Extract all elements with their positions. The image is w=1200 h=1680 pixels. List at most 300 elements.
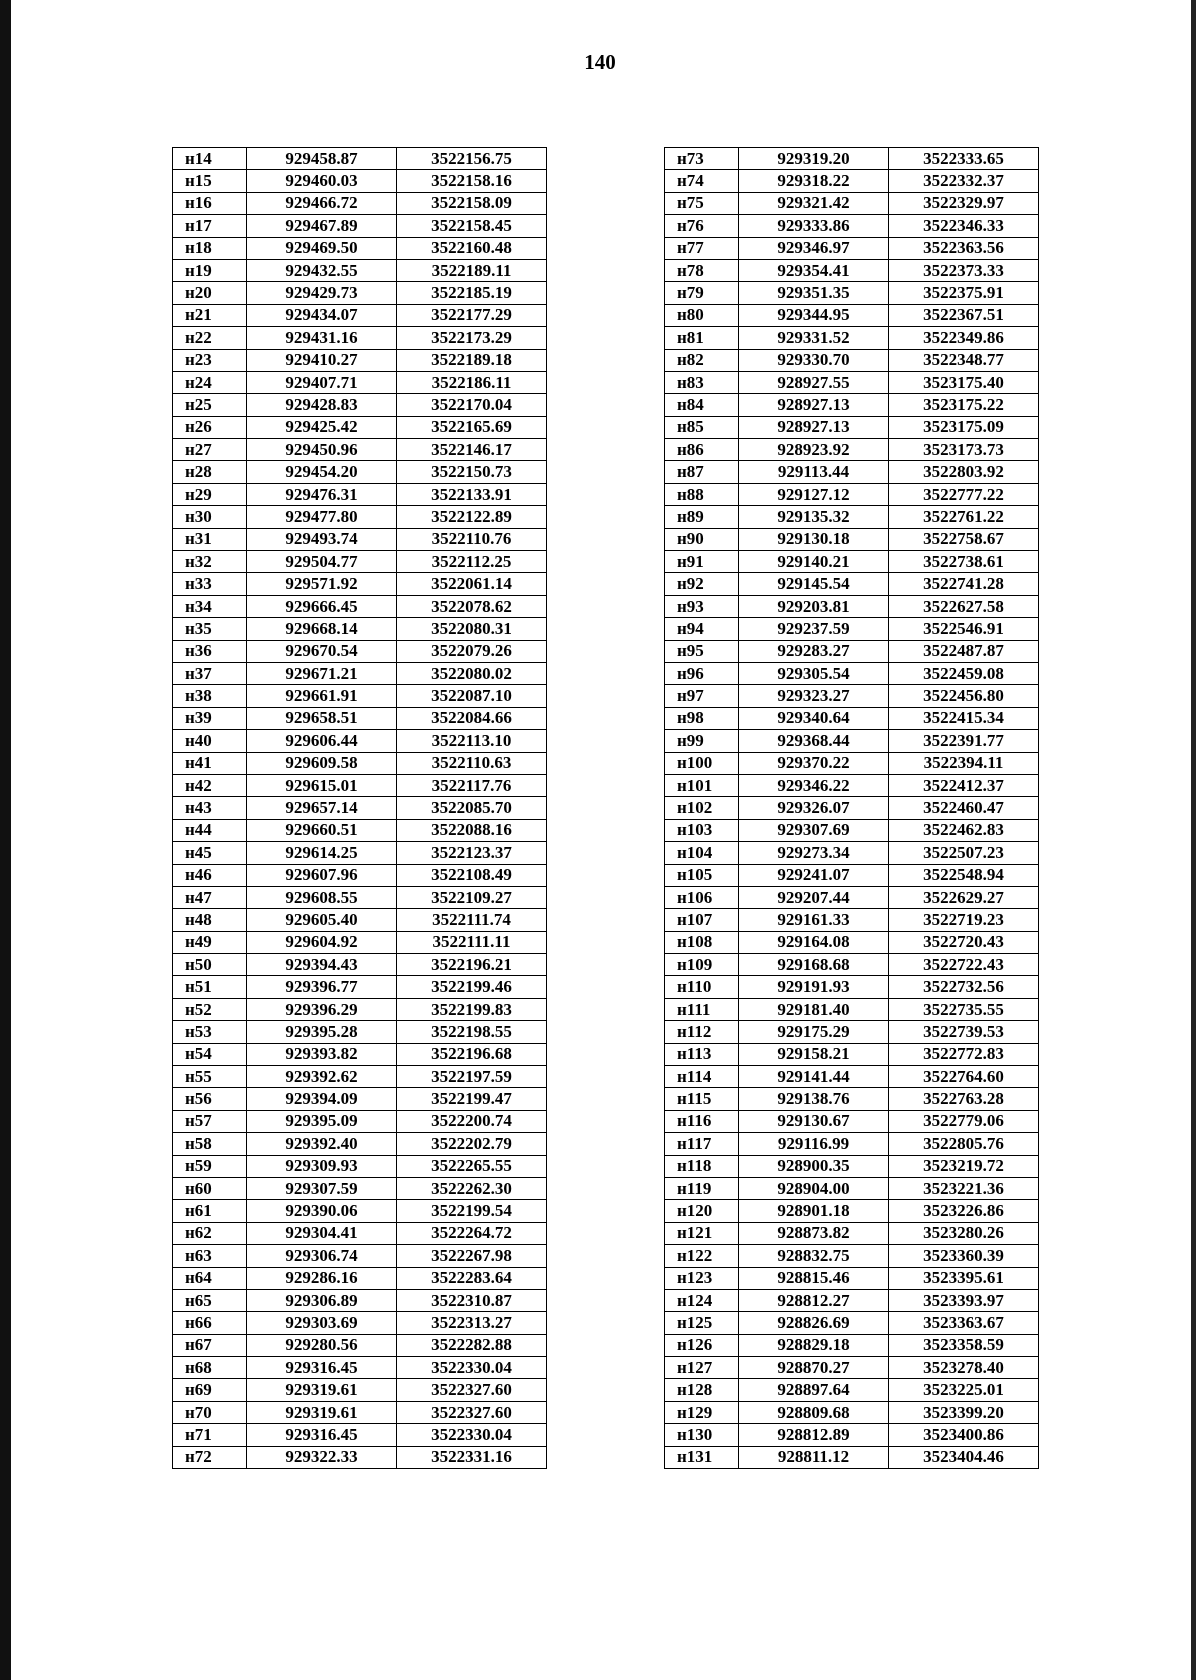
x-coordinate-cell: 929410.27 — [247, 349, 397, 371]
y-coordinate-cell: 3522186.11 — [397, 371, 547, 393]
x-coordinate-cell: 929175.29 — [739, 1021, 889, 1043]
point-id-cell: н121 — [665, 1222, 739, 1244]
point-id-cell: н62 — [173, 1222, 247, 1244]
table-row — [173, 1267, 547, 1289]
point-id-cell: н28 — [173, 461, 247, 483]
x-coordinate-cell: 929344.95 — [739, 304, 889, 326]
y-coordinate-cell: 3522720.43 — [889, 931, 1039, 953]
point-id-cell: н61 — [173, 1200, 247, 1222]
x-coordinate-cell: 929407.71 — [247, 371, 397, 393]
y-coordinate-cell: 3522732.56 — [889, 976, 1039, 998]
table-row — [173, 730, 547, 752]
point-id-cell: н84 — [665, 394, 739, 416]
point-id-cell: н87 — [665, 461, 739, 483]
x-coordinate-cell: 929395.09 — [247, 1110, 397, 1132]
x-coordinate-cell: 929395.28 — [247, 1021, 397, 1043]
point-id-cell: н56 — [173, 1088, 247, 1110]
x-coordinate-cell: 929305.54 — [739, 662, 889, 684]
table-row — [665, 1222, 1039, 1244]
x-coordinate-cell: 929316.45 — [247, 1357, 397, 1379]
y-coordinate-cell: 3522087.10 — [397, 685, 547, 707]
point-id-cell: н94 — [665, 618, 739, 640]
y-coordinate-cell: 3522739.53 — [889, 1021, 1039, 1043]
y-coordinate-cell: 3522772.83 — [889, 1043, 1039, 1065]
point-id-cell: н17 — [173, 215, 247, 237]
y-coordinate-cell: 3522327.60 — [397, 1379, 547, 1401]
x-coordinate-cell: 929340.64 — [739, 707, 889, 729]
x-coordinate-cell: 929116.99 — [739, 1133, 889, 1155]
point-id-cell: н50 — [173, 954, 247, 976]
x-coordinate-cell: 929158.21 — [739, 1043, 889, 1065]
table-row — [665, 551, 1039, 573]
y-coordinate-cell: 3522313.27 — [397, 1312, 547, 1334]
point-id-cell: н14 — [173, 148, 247, 170]
x-coordinate-cell: 929466.72 — [247, 192, 397, 214]
x-coordinate-cell: 929321.42 — [739, 192, 889, 214]
table-row — [173, 148, 547, 170]
point-id-cell: н71 — [173, 1424, 247, 1446]
table-row — [665, 819, 1039, 841]
table-row — [173, 304, 547, 326]
point-id-cell: н44 — [173, 819, 247, 841]
x-coordinate-cell: 929191.93 — [739, 976, 889, 998]
y-coordinate-cell: 3522196.68 — [397, 1043, 547, 1065]
x-coordinate-cell: 929286.16 — [247, 1267, 397, 1289]
point-id-cell: н65 — [173, 1289, 247, 1311]
y-coordinate-cell: 3522391.77 — [889, 730, 1039, 752]
table-row — [665, 506, 1039, 528]
y-coordinate-cell: 3522764.60 — [889, 1066, 1039, 1088]
point-id-cell: н105 — [665, 864, 739, 886]
x-coordinate-cell: 928826.69 — [739, 1312, 889, 1334]
point-id-cell: н86 — [665, 439, 739, 461]
point-id-cell: н43 — [173, 797, 247, 819]
x-coordinate-cell: 929469.50 — [247, 237, 397, 259]
y-coordinate-cell: 3522189.18 — [397, 349, 547, 371]
table-row — [173, 483, 547, 505]
table-row — [173, 573, 547, 595]
point-id-cell: н64 — [173, 1267, 247, 1289]
y-coordinate-cell: 3522373.33 — [889, 259, 1039, 281]
x-coordinate-cell: 929671.21 — [247, 662, 397, 684]
table-row — [665, 170, 1039, 192]
table-row — [173, 1424, 547, 1446]
x-coordinate-cell: 928812.27 — [739, 1289, 889, 1311]
table-row — [665, 1021, 1039, 1043]
x-coordinate-cell: 929467.89 — [247, 215, 397, 237]
y-coordinate-cell: 3522122.89 — [397, 506, 547, 528]
point-id-cell: н45 — [173, 842, 247, 864]
x-coordinate-cell: 929322.33 — [247, 1446, 397, 1468]
point-id-cell: н91 — [665, 551, 739, 573]
y-coordinate-cell: 3522394.11 — [889, 752, 1039, 774]
y-coordinate-cell: 3522282.88 — [397, 1334, 547, 1356]
y-coordinate-cell: 3523175.22 — [889, 394, 1039, 416]
point-id-cell: н47 — [173, 886, 247, 908]
point-id-cell: н122 — [665, 1245, 739, 1267]
y-coordinate-cell: 3522803.92 — [889, 461, 1039, 483]
table-row — [173, 1043, 547, 1065]
table-row — [173, 1155, 547, 1177]
y-coordinate-cell: 3522080.31 — [397, 618, 547, 640]
table-row — [665, 483, 1039, 505]
x-coordinate-cell: 929168.68 — [739, 954, 889, 976]
table-row — [173, 1289, 547, 1311]
table-row — [665, 1245, 1039, 1267]
y-coordinate-cell: 3523226.86 — [889, 1200, 1039, 1222]
table-row — [173, 349, 547, 371]
table-row — [665, 886, 1039, 908]
point-id-cell: н51 — [173, 976, 247, 998]
x-coordinate-cell: 929454.20 — [247, 461, 397, 483]
table-row — [173, 842, 547, 864]
point-id-cell: н82 — [665, 349, 739, 371]
x-coordinate-cell: 929333.86 — [739, 215, 889, 237]
table-row — [665, 148, 1039, 170]
table-row — [665, 707, 1039, 729]
table-row — [173, 1446, 547, 1468]
x-coordinate-cell: 929607.96 — [247, 864, 397, 886]
x-coordinate-cell: 929241.07 — [739, 864, 889, 886]
y-coordinate-cell: 3522177.29 — [397, 304, 547, 326]
x-coordinate-cell: 929303.69 — [247, 1312, 397, 1334]
x-coordinate-cell: 929113.44 — [739, 461, 889, 483]
table-row — [173, 259, 547, 281]
x-coordinate-cell: 929571.92 — [247, 573, 397, 595]
table-row — [665, 1200, 1039, 1222]
point-id-cell: н92 — [665, 573, 739, 595]
point-id-cell: н109 — [665, 954, 739, 976]
point-id-cell: н30 — [173, 506, 247, 528]
table-row — [173, 976, 547, 998]
y-coordinate-cell: 3522111.74 — [397, 909, 547, 931]
y-coordinate-cell: 3522332.37 — [889, 170, 1039, 192]
y-coordinate-cell: 3522165.69 — [397, 416, 547, 438]
table-row — [173, 1021, 547, 1043]
x-coordinate-cell: 929394.09 — [247, 1088, 397, 1110]
y-coordinate-cell: 3522199.83 — [397, 998, 547, 1020]
point-id-cell: н63 — [173, 1245, 247, 1267]
y-coordinate-cell: 3522363.56 — [889, 237, 1039, 259]
point-id-cell: н77 — [665, 237, 739, 259]
point-id-cell: н126 — [665, 1334, 739, 1356]
y-coordinate-cell: 3522349.86 — [889, 327, 1039, 349]
table-row — [665, 1357, 1039, 1379]
point-id-cell: н19 — [173, 259, 247, 281]
table-row — [173, 1312, 547, 1334]
point-id-cell: н95 — [665, 640, 739, 662]
y-coordinate-cell: 3522719.23 — [889, 909, 1039, 931]
y-coordinate-cell: 3522133.91 — [397, 483, 547, 505]
scan-edge-right — [1191, 0, 1196, 1680]
y-coordinate-cell: 3523363.67 — [889, 1312, 1039, 1334]
table-row — [173, 439, 547, 461]
point-id-cell: н16 — [173, 192, 247, 214]
x-coordinate-cell: 929396.77 — [247, 976, 397, 998]
y-coordinate-cell: 3522267.98 — [397, 1245, 547, 1267]
x-coordinate-cell: 928873.82 — [739, 1222, 889, 1244]
x-coordinate-cell: 929668.14 — [247, 618, 397, 640]
x-coordinate-cell: 929608.55 — [247, 886, 397, 908]
y-coordinate-cell: 3522761.22 — [889, 506, 1039, 528]
y-coordinate-cell: 3522170.04 — [397, 394, 547, 416]
y-coordinate-cell: 3522348.77 — [889, 349, 1039, 371]
y-coordinate-cell: 3523221.36 — [889, 1177, 1039, 1199]
x-coordinate-cell: 929425.42 — [247, 416, 397, 438]
x-coordinate-cell: 929283.27 — [739, 640, 889, 662]
x-coordinate-cell: 929319.61 — [247, 1379, 397, 1401]
page-number: 140 — [584, 50, 616, 74]
y-coordinate-cell: 3522080.02 — [397, 662, 547, 684]
point-id-cell: н58 — [173, 1133, 247, 1155]
point-id-cell: н88 — [665, 483, 739, 505]
table-row — [665, 327, 1039, 349]
x-coordinate-cell: 929609.58 — [247, 752, 397, 774]
y-coordinate-cell: 3522198.55 — [397, 1021, 547, 1043]
point-id-cell: н25 — [173, 394, 247, 416]
table-row — [665, 1424, 1039, 1446]
y-coordinate-cell: 3522805.76 — [889, 1133, 1039, 1155]
table-row — [173, 192, 547, 214]
point-id-cell: н20 — [173, 282, 247, 304]
x-coordinate-cell: 929306.74 — [247, 1245, 397, 1267]
table-row — [665, 461, 1039, 483]
y-coordinate-cell: 3522110.63 — [397, 752, 547, 774]
x-coordinate-cell: 928901.18 — [739, 1200, 889, 1222]
scan-edge-left — [0, 0, 11, 1680]
x-coordinate-cell: 929394.43 — [247, 954, 397, 976]
point-id-cell: н102 — [665, 797, 739, 819]
y-coordinate-cell: 3522085.70 — [397, 797, 547, 819]
point-id-cell: н40 — [173, 730, 247, 752]
table-row — [173, 998, 547, 1020]
table-row — [173, 282, 547, 304]
x-coordinate-cell: 929428.83 — [247, 394, 397, 416]
point-id-cell: н101 — [665, 774, 739, 796]
table-row — [665, 662, 1039, 684]
table-row — [665, 1446, 1039, 1468]
table-row — [173, 662, 547, 684]
x-coordinate-cell: 929615.01 — [247, 774, 397, 796]
point-id-cell: н59 — [173, 1155, 247, 1177]
point-id-cell: н115 — [665, 1088, 739, 1110]
table-row — [665, 1177, 1039, 1199]
point-id-cell: н123 — [665, 1267, 739, 1289]
point-id-cell: н23 — [173, 349, 247, 371]
table-row — [665, 797, 1039, 819]
x-coordinate-cell: 929307.59 — [247, 1177, 397, 1199]
x-coordinate-cell: 929429.73 — [247, 282, 397, 304]
table-row — [665, 640, 1039, 662]
table-row — [173, 237, 547, 259]
x-coordinate-cell: 929660.51 — [247, 819, 397, 841]
x-coordinate-cell: 929493.74 — [247, 528, 397, 550]
y-coordinate-cell: 3523219.72 — [889, 1155, 1039, 1177]
x-coordinate-cell: 929346.97 — [739, 237, 889, 259]
point-id-cell: н76 — [665, 215, 739, 237]
y-coordinate-cell: 3522199.46 — [397, 976, 547, 998]
table-row — [173, 1401, 547, 1423]
point-id-cell: н131 — [665, 1446, 739, 1468]
point-id-cell: н79 — [665, 282, 739, 304]
y-coordinate-cell: 3522738.61 — [889, 551, 1039, 573]
table-row — [173, 1133, 547, 1155]
y-coordinate-cell: 3522548.94 — [889, 864, 1039, 886]
y-coordinate-cell: 3522283.64 — [397, 1267, 547, 1289]
table-row — [665, 304, 1039, 326]
table-row — [665, 528, 1039, 550]
table-row — [173, 170, 547, 192]
y-coordinate-cell: 3522084.66 — [397, 707, 547, 729]
x-coordinate-cell: 928832.75 — [739, 1245, 889, 1267]
x-coordinate-cell: 929306.89 — [247, 1289, 397, 1311]
table-row — [665, 192, 1039, 214]
table-row — [665, 931, 1039, 953]
table-row — [665, 998, 1039, 1020]
table-row — [665, 976, 1039, 998]
table-row — [665, 573, 1039, 595]
table-row — [173, 215, 547, 237]
x-coordinate-cell: 929396.29 — [247, 998, 397, 1020]
x-coordinate-cell: 929207.44 — [739, 886, 889, 908]
y-coordinate-cell: 3522333.65 — [889, 148, 1039, 170]
point-id-cell: н29 — [173, 483, 247, 505]
point-id-cell: н66 — [173, 1312, 247, 1334]
x-coordinate-cell: 929181.40 — [739, 998, 889, 1020]
x-coordinate-cell: 929661.91 — [247, 685, 397, 707]
x-coordinate-cell: 929658.51 — [247, 707, 397, 729]
point-id-cell: н118 — [665, 1155, 739, 1177]
x-coordinate-cell: 928812.89 — [739, 1424, 889, 1446]
point-id-cell: н26 — [173, 416, 247, 438]
table-row — [665, 909, 1039, 931]
table-row — [173, 886, 547, 908]
x-coordinate-cell: 929346.22 — [739, 774, 889, 796]
y-coordinate-cell: 3522779.06 — [889, 1110, 1039, 1132]
point-id-cell: н120 — [665, 1200, 739, 1222]
table-row — [173, 1222, 547, 1244]
point-id-cell: н107 — [665, 909, 739, 931]
y-coordinate-cell: 3522330.04 — [397, 1357, 547, 1379]
x-coordinate-cell: 928927.55 — [739, 371, 889, 393]
y-coordinate-cell: 3522412.37 — [889, 774, 1039, 796]
point-id-cell: н60 — [173, 1177, 247, 1199]
point-id-cell: н106 — [665, 886, 739, 908]
point-id-cell: н69 — [173, 1379, 247, 1401]
table-row — [173, 416, 547, 438]
x-coordinate-cell: 929138.76 — [739, 1088, 889, 1110]
x-coordinate-cell: 929390.06 — [247, 1200, 397, 1222]
y-coordinate-cell: 3523358.59 — [889, 1334, 1039, 1356]
table-row — [173, 931, 547, 953]
point-id-cell: н68 — [173, 1357, 247, 1379]
y-coordinate-cell: 3522146.17 — [397, 439, 547, 461]
table-row — [665, 1334, 1039, 1356]
x-coordinate-cell: 929319.20 — [739, 148, 889, 170]
table-row — [173, 640, 547, 662]
point-id-cell: н55 — [173, 1066, 247, 1088]
y-coordinate-cell: 3522110.76 — [397, 528, 547, 550]
table-row — [665, 1289, 1039, 1311]
table-row — [173, 819, 547, 841]
point-id-cell: н127 — [665, 1357, 739, 1379]
x-coordinate-cell: 929351.35 — [739, 282, 889, 304]
table-row — [173, 1245, 547, 1267]
y-coordinate-cell: 3523399.20 — [889, 1401, 1039, 1423]
y-coordinate-cell: 3522375.91 — [889, 282, 1039, 304]
point-id-cell: н35 — [173, 618, 247, 640]
x-coordinate-cell: 928927.13 — [739, 394, 889, 416]
table-row — [665, 1312, 1039, 1334]
point-id-cell: н74 — [665, 170, 739, 192]
x-coordinate-cell: 929135.32 — [739, 506, 889, 528]
table-row — [665, 1133, 1039, 1155]
x-coordinate-cell: 929330.70 — [739, 349, 889, 371]
x-coordinate-cell: 928900.35 — [739, 1155, 889, 1177]
table-row — [665, 1110, 1039, 1132]
point-id-cell: н36 — [173, 640, 247, 662]
x-coordinate-cell: 929130.18 — [739, 528, 889, 550]
table-row — [173, 506, 547, 528]
table-row — [665, 1155, 1039, 1177]
point-id-cell: н15 — [173, 170, 247, 192]
x-coordinate-cell: 929145.54 — [739, 573, 889, 595]
table-row — [173, 618, 547, 640]
point-id-cell: н39 — [173, 707, 247, 729]
x-coordinate-cell: 928923.92 — [739, 439, 889, 461]
table-row — [665, 864, 1039, 886]
table-row — [665, 371, 1039, 393]
x-coordinate-cell: 929323.27 — [739, 685, 889, 707]
y-coordinate-cell: 3522158.09 — [397, 192, 547, 214]
table-row — [665, 349, 1039, 371]
point-id-cell: н93 — [665, 595, 739, 617]
x-coordinate-cell: 928870.27 — [739, 1357, 889, 1379]
point-id-cell: н116 — [665, 1110, 739, 1132]
table-row — [665, 752, 1039, 774]
y-coordinate-cell: 3522459.08 — [889, 662, 1039, 684]
y-coordinate-cell: 3522117.76 — [397, 774, 547, 796]
table-row — [665, 416, 1039, 438]
table-row — [173, 595, 547, 617]
y-coordinate-cell: 3522331.16 — [397, 1446, 547, 1468]
x-coordinate-cell: 929370.22 — [739, 752, 889, 774]
x-coordinate-cell: 929130.67 — [739, 1110, 889, 1132]
y-coordinate-cell: 3522460.47 — [889, 797, 1039, 819]
point-id-cell: н83 — [665, 371, 739, 393]
y-coordinate-cell: 3522629.27 — [889, 886, 1039, 908]
y-coordinate-cell: 3522735.55 — [889, 998, 1039, 1020]
x-coordinate-cell: 929434.07 — [247, 304, 397, 326]
table-row — [665, 595, 1039, 617]
x-coordinate-cell: 929504.77 — [247, 551, 397, 573]
y-coordinate-cell: 3522189.11 — [397, 259, 547, 281]
x-coordinate-cell: 929605.40 — [247, 909, 397, 931]
y-coordinate-cell: 3522262.30 — [397, 1177, 547, 1199]
table-row — [173, 685, 547, 707]
table-row — [173, 394, 547, 416]
x-coordinate-cell: 929237.59 — [739, 618, 889, 640]
table-row — [665, 618, 1039, 640]
x-coordinate-cell: 929127.12 — [739, 483, 889, 505]
point-id-cell: н97 — [665, 685, 739, 707]
y-coordinate-cell: 3522123.37 — [397, 842, 547, 864]
point-id-cell: н41 — [173, 752, 247, 774]
table-row — [173, 1177, 547, 1199]
y-coordinate-cell: 3522173.29 — [397, 327, 547, 349]
table-row — [665, 954, 1039, 976]
x-coordinate-cell: 929368.44 — [739, 730, 889, 752]
